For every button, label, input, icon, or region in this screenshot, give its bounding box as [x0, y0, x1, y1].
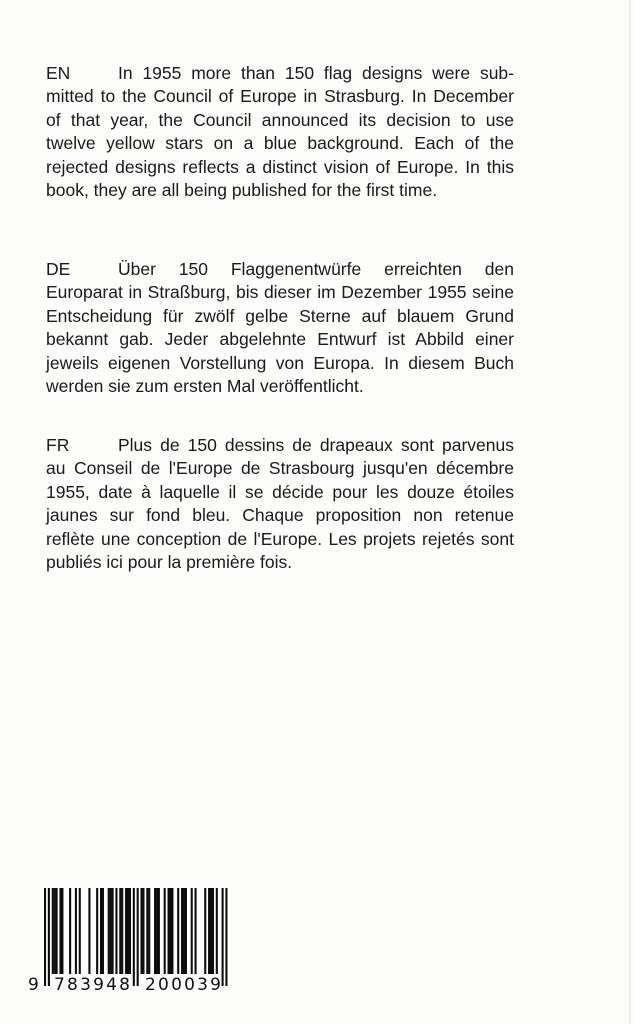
barcode-bar [96, 888, 98, 974]
barcode-bar [61, 888, 63, 974]
barcode-bar [115, 888, 117, 974]
barcode-bar [183, 888, 185, 974]
barcode-guard-bar [44, 888, 46, 986]
blurb-english [46, 62, 514, 202]
barcode-bar [121, 888, 123, 974]
barcode-guard-bar [137, 888, 139, 986]
blurb-german [46, 258, 514, 398]
barcode-guard-bar [133, 888, 135, 986]
barcode-bar [110, 888, 112, 974]
barcode-bar [52, 888, 54, 974]
barcode-bar [171, 888, 173, 974]
isbn-barcode [28, 886, 238, 994]
barcode-bar [69, 888, 71, 974]
blurb-text: Plus de 150 dessins de drapeaux sont parvenus au Conseil de l'Europe de Strasbourg jusqu'en décembre 1955, date à laquelle il se décide pour les douze étoiles jaunes sur fond bleu. Chaque proposition non retenue reflète une conception de l'Europe. Les projets rejetés sont publiés ici pour la première fois. [46, 435, 514, 573]
barcode-bar [59, 888, 61, 974]
barcode-bar [195, 888, 197, 974]
barcode-bar [88, 888, 90, 974]
language-label: DE [46, 259, 71, 279]
barcode-bar [127, 888, 129, 974]
barcode-bar [79, 888, 81, 974]
book-spine-edge [629, 0, 631, 1024]
barcode-bar [154, 888, 156, 974]
barcode-bar [108, 888, 110, 974]
barcode-bar [119, 888, 121, 974]
blurb-french [46, 434, 514, 574]
barcode-bar [164, 888, 166, 974]
barcode-bar [181, 888, 183, 974]
barcode-bar [156, 888, 158, 974]
barcode-bar [212, 888, 214, 974]
barcode-bar [146, 888, 148, 974]
barcode-bar [210, 888, 212, 974]
barcode-guard-bar [225, 888, 227, 986]
barcode-bar [141, 888, 143, 974]
barcode-bar [208, 888, 210, 974]
barcode-bar [177, 888, 179, 974]
language-label: FR [46, 435, 70, 455]
barcode-bar [204, 888, 206, 974]
barcode-guard-bar [48, 888, 50, 986]
barcode-bar [191, 888, 193, 974]
barcode-bar [129, 888, 131, 974]
barcode-bar [102, 888, 104, 974]
barcode-bar [100, 888, 102, 974]
barcode-right-digits: 200039 [145, 975, 221, 994]
barcode-first-digit: 9 [28, 975, 39, 994]
barcode-left-digits: 783948 [54, 975, 130, 994]
barcode-bar [54, 888, 56, 974]
barcode-bar [75, 888, 77, 974]
barcode-bar [158, 888, 160, 974]
barcode-bar [169, 888, 171, 974]
barcode-bar [56, 888, 58, 974]
barcode-bar [148, 888, 150, 974]
barcode-bar [216, 888, 218, 974]
barcode-guard-bar [222, 888, 224, 986]
barcode-bar [142, 888, 144, 974]
barcode-bar [112, 888, 114, 974]
language-label: EN [46, 63, 71, 83]
blurb-text: In 1955 more than 150 flag designs were submitted to the Council of Europe in Strasburg. In December of that year, the Council announced its decision to use twelve yellow stars on a blue background. Each of the rejected designs reflects a distinct vision of Europe. In this book, they are all being published for the first time. [46, 63, 514, 201]
blurb-text: Über 150 Flaggenentwürfe erreichten den Europarat in Straßburg, bis dieser im Dezember 1955 seine Entscheidung für zwölf gelbe Sterne auf blauem Grund bekannt gab. Jeder abgelehnte Entwurf ist Abbild einer jeweils eigenen Vorstellung von Europa. In diesem Buch werden sie zum ersten Mal veröffentlicht. [46, 259, 514, 397]
barcode-bar [168, 888, 170, 974]
barcode-bar [185, 888, 187, 974]
barcode-bar [125, 888, 127, 974]
